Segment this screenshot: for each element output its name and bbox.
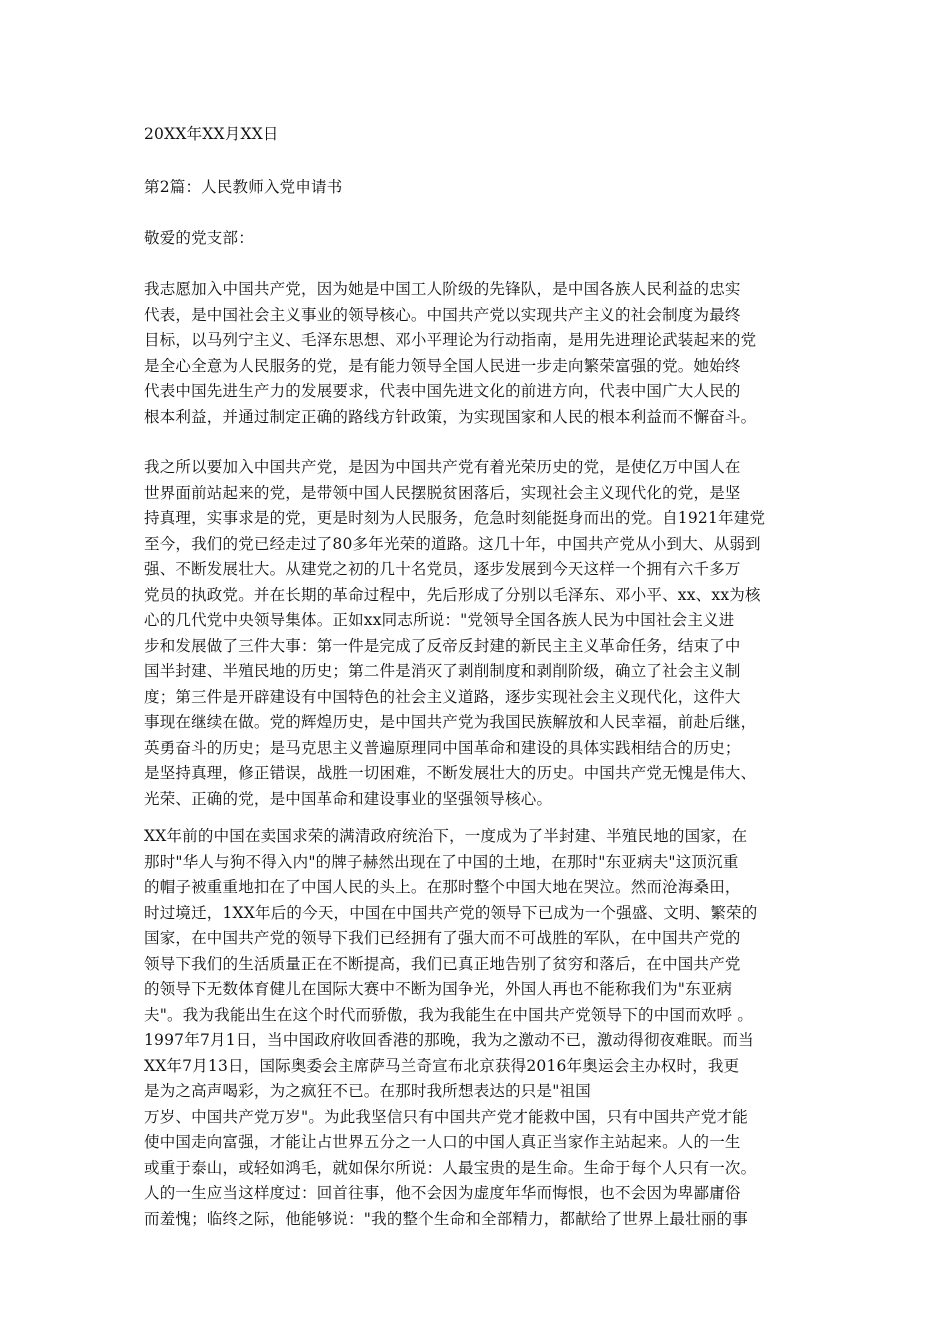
paragraph-line: 我之所以要加入中国共产党，是因为中国共产党有着光荣历史的党，是使亿万中国人在 <box>144 458 741 476</box>
paragraph-1 <box>144 277 824 430</box>
paragraph-line: 领导下我们的生活质量正在不断提高，我们已真正地告别了贫穷和落后，在中国共产党 <box>144 954 741 973</box>
paragraph-line: 万岁、中国共产党万岁"。为此我坚信只有中国共产党才能救中国，只有中国共产党才能 <box>144 1107 748 1126</box>
heading-text: 第2篇：人民教师入党申请书 <box>144 178 343 196</box>
paragraph-line: 国家，在中国共产党的领导下我们已经拥有了强大而不可战胜的军队，在中国共产党的 <box>144 929 741 947</box>
paragraph-line: XX年7月13日，国际奥委会主席萨马兰奇宣布北京获得2016年奥运会主办权时，我更 <box>144 1056 740 1075</box>
paragraph-3 <box>144 824 824 1232</box>
paragraph-line: 的帽子被重重地扣在了中国人民的头上。在那时整个中国大地在哭泣。然而沧海桑田， <box>144 878 741 896</box>
paragraph-line: 事现在继续在做。党的辉煌历史，是中国共产党为我国民族解放和人民幸福，前赴后继， <box>144 713 757 731</box>
paragraph-line: 步和发展做了三件大事：第一件是完成了反帝反封建的新民主主义革命任务，结束了中 <box>144 636 741 655</box>
paragraph-line: 那时"华人与狗不得入内"的牌子赫然出现在了中国的土地，在那时"东亚病夫"这顶沉重 <box>144 852 739 871</box>
salutation <box>144 226 824 252</box>
paragraph-line: 强、不断发展壮大。从建党之初的几十名党员，逐步发展到今天这样一个拥有六千多万 <box>144 560 741 578</box>
paragraph-line: 是为之高声喝彩，为之疯狂不已。在那时我所想表达的只是"祖国 <box>144 1082 591 1100</box>
paragraph-line: 目标，以马列宁主义、毛泽东思想、邓小平理论为行动指南，是用先进理论武装起来的党 <box>144 331 757 349</box>
paragraph-line: 党员的执政党。并在长期的革命过程中，先后形成了分别以毛泽东、邓小平、xx、xx为核 <box>144 585 761 604</box>
paragraph-line: 而羞愧；临终之际，他能够说："我的整个生命和全部精力，都献给了世界上最壮丽的事 <box>144 1209 748 1228</box>
paragraph-line: 人的一生应当这样度过：回首往事，他不会因为虚度年华而悔恨，也不会因为卑鄙庸俗 <box>144 1184 741 1202</box>
paragraph-line: 代表，是中国社会主义事业的领导核心。中国共产党以实现共产主义的社会制度为最终 <box>144 305 741 324</box>
paragraph-line: 世界面前站起来的党，是带领中国人民摆脱贫困落后，实现社会主义现代化的党，是坚 <box>144 483 741 502</box>
paragraph-line: 我志愿加入中国共产党，因为她是中国工人阶级的先锋队，是中国各族人民利益的忠实 <box>144 280 741 298</box>
date-line <box>144 122 824 148</box>
paragraph-line: XX年前的中国在卖国求荣的满清政府统治下，一度成为了半封建、半殖民地的国家，在 <box>144 827 748 845</box>
paragraph-line: 是全心全意为人民服务的党，是有能力领导全国人民进一步走向繁荣富强的党。她始终 <box>144 356 741 375</box>
paragraph-line: 使中国走向富强，才能让占世界五分之一人口的中国人真正当家作主站起来。人的一生 <box>144 1133 741 1151</box>
paragraph-line: 是坚持真理，修正错误，战胜一切困难，不断发展壮大的历史。中国共产党无愧是伟大、 <box>144 764 757 782</box>
paragraph-line: 夫"。我为我能出生在这个时代而骄傲，我为我能生在中国共产党领导下的中国而欢呼 。 <box>144 1005 754 1024</box>
paragraph-line: 或重于泰山，或轻如鸿毛，就如保尔所说：人最宝贵的是生命。生命于每个人只有一次。 <box>144 1158 757 1177</box>
paragraph-line: 时过境迁，1XX年后的今天，中国在中国共产党的领导下已成为一个强盛、文明、繁荣的 <box>144 903 758 922</box>
paragraph-line: 持真理，实事求是的党，更是时刻为人民服务，危急时刻能挺身而出的党。自1921年建党 <box>144 509 766 527</box>
date-text: 20XX年XX月XX日 <box>144 125 279 143</box>
paragraph-line: 度；第三件是开辟建设有中国特色的社会主义道路，逐步实现社会主义现代化，这件大 <box>144 687 741 706</box>
paragraph-line: 代表中国先进生产力的发展要求，代表中国先进文化的前进方向，代表中国广大人民的 <box>144 382 741 400</box>
paragraph-line: 至今，我们的党已经走过了80多年光荣的道路。这几十年，中国共产党从小到大、从弱到 <box>144 534 761 553</box>
paragraph-line: 1997年7月1日，当中国政府收回香港的那晚，我为之激动不已，激动得彻夜难眠。而当 <box>144 1031 754 1049</box>
paragraph-line: 根本利益，并通过制定正确的路线方针政策，为实现国家和人民的根本利益而不懈奋斗。 <box>144 407 757 426</box>
paragraph-2 <box>144 455 824 812</box>
paragraph-line: 国半封建、半殖民地的历史；第二件是消灭了剥削制度和剥削阶级，确立了社会主义制 <box>144 662 741 680</box>
paragraph-line: 英勇奋斗的历史；是马克思主义普遍原理同中国革命和建设的具体实践相结合的历史； <box>144 738 741 757</box>
paragraph-line: 心的几代党中央领导集体。正如xx同志所说："党领导全国各族人民为中国社会主义进 <box>144 611 735 629</box>
document-heading <box>144 175 824 201</box>
paragraph-line: 的领导下无数体育健儿在国际大赛中不断为国争光，外国人再也不能称我们为"东亚病 <box>144 980 733 998</box>
paragraph-line: 光荣、正确的党，是中国革命和建设事业的坚强领导核心。 <box>144 789 553 808</box>
salutation-text: 敬爱的党支部： <box>144 229 254 247</box>
